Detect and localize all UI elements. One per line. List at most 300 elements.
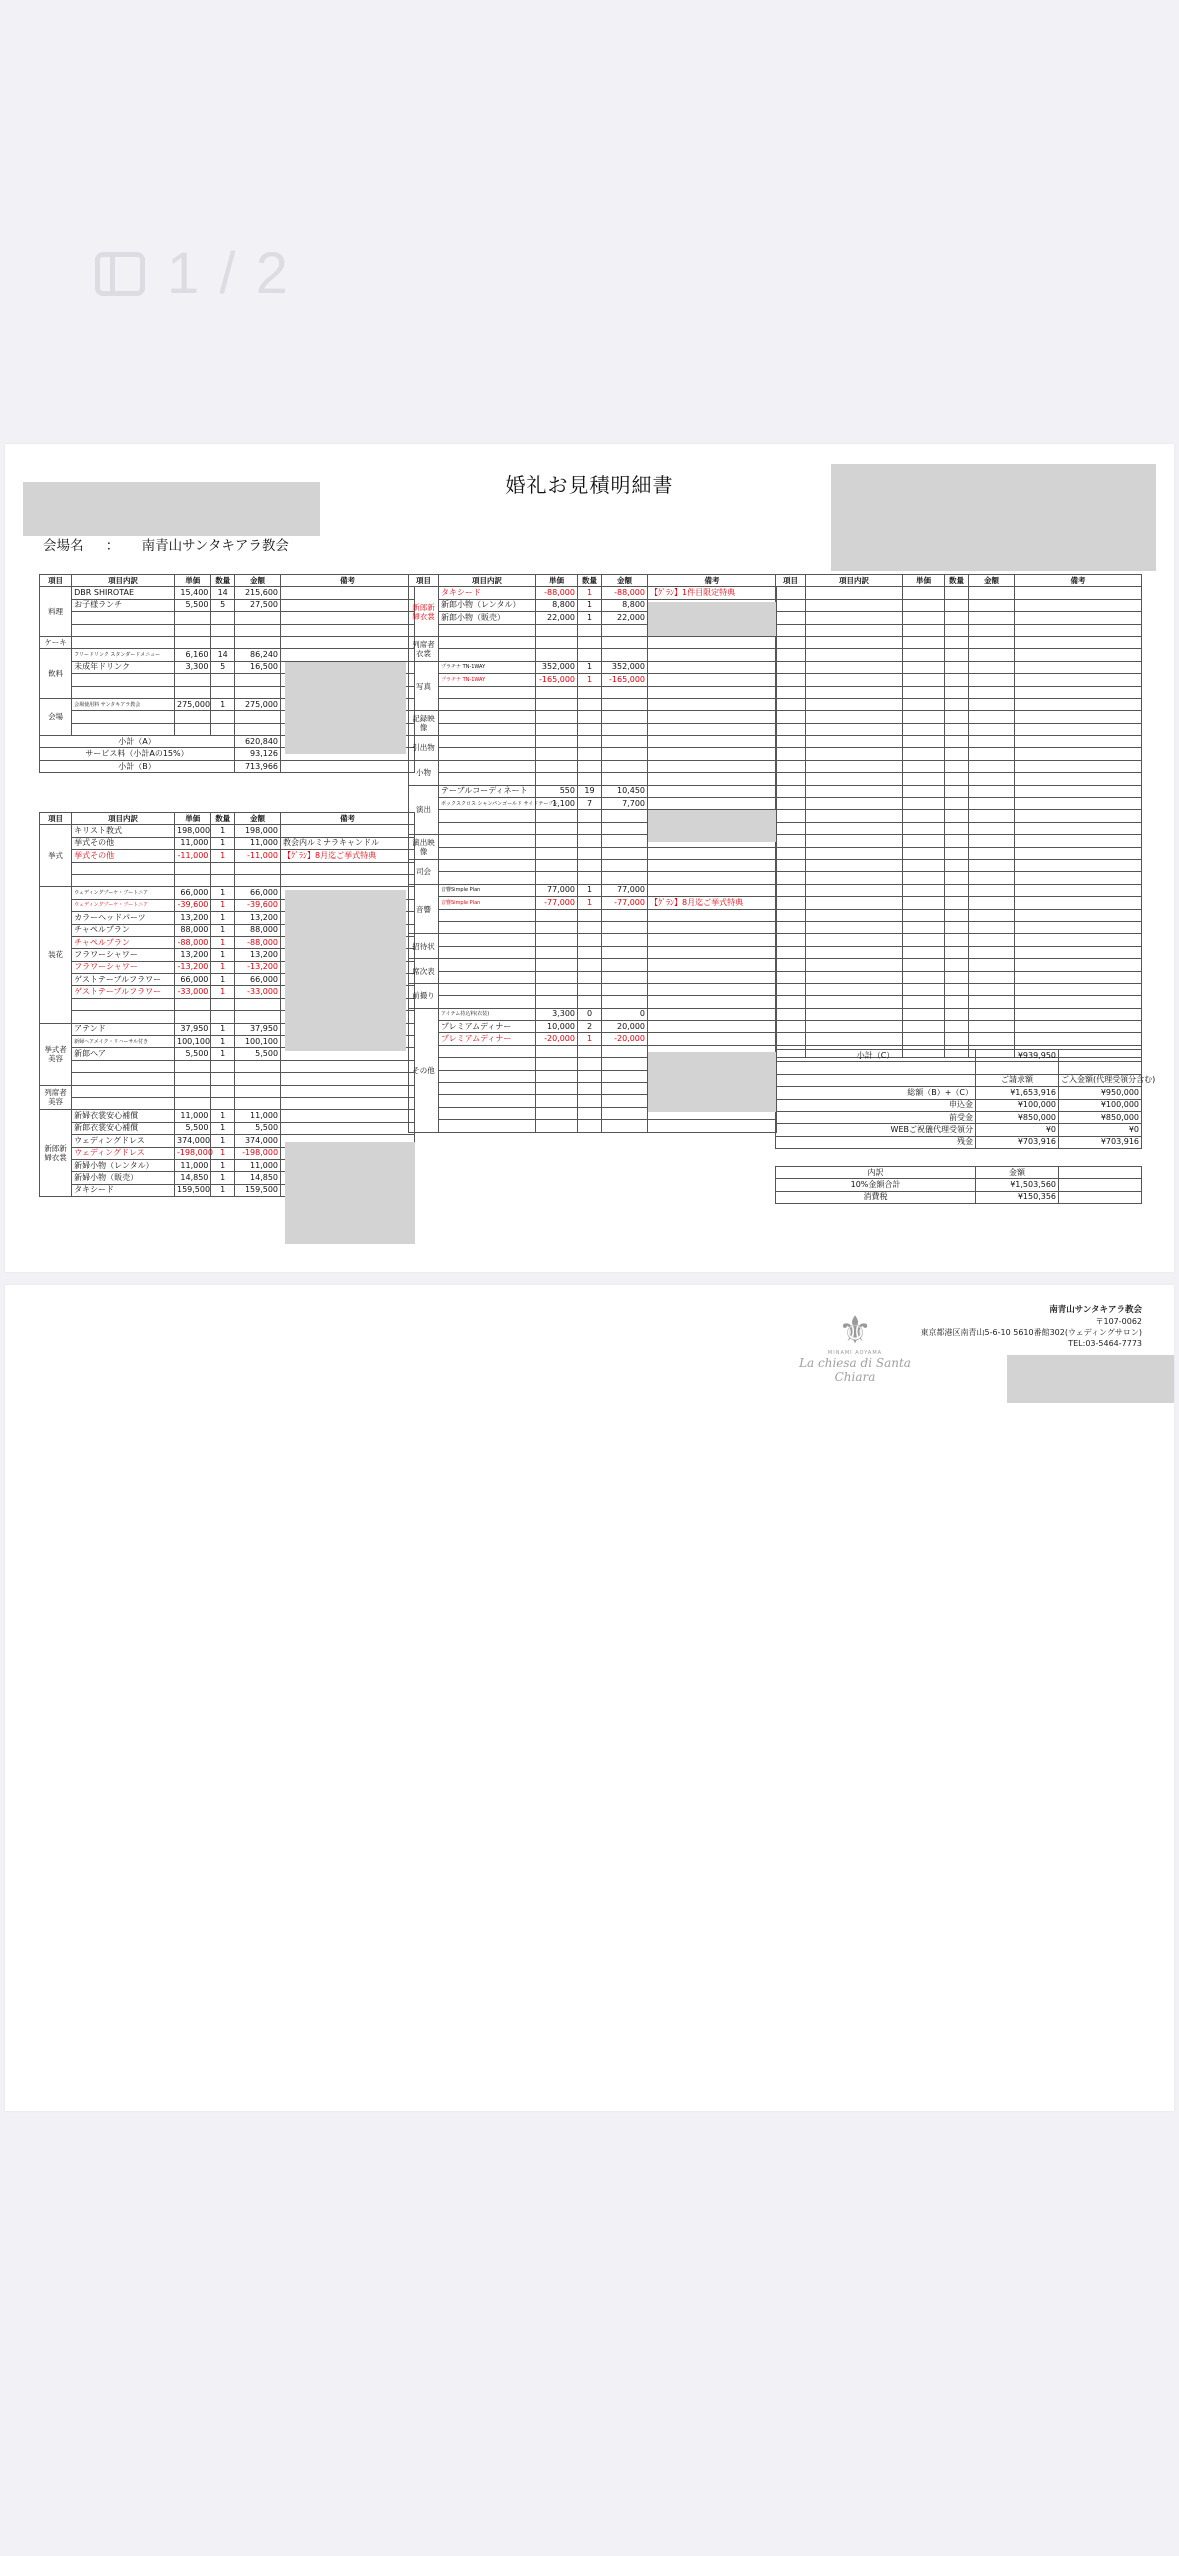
- detail-cell: [439, 636, 536, 648]
- empty-cell: [945, 835, 969, 847]
- table-row: [776, 661, 1142, 673]
- detail-cell: キリスト教式: [72, 825, 175, 837]
- category-cell: 挙式: [40, 825, 72, 887]
- amount-cell: 159,500: [234, 1184, 280, 1196]
- table-row: [409, 934, 777, 946]
- quantity-cell: [578, 773, 602, 785]
- empty-cell: [903, 959, 945, 971]
- table-row: [776, 1008, 1142, 1020]
- table-row: [409, 971, 777, 983]
- amount-cell: [234, 874, 280, 886]
- empty-cell: [969, 921, 1015, 933]
- quantity-cell: [578, 711, 602, 723]
- empty-cell: [903, 649, 945, 661]
- empty-cell: [776, 810, 806, 822]
- empty-cell: [969, 1021, 1015, 1033]
- amount-cell: 5,500: [234, 1122, 280, 1134]
- amount-cell: -13,200: [234, 961, 280, 973]
- subtotal-amount: 93,126: [234, 748, 280, 760]
- quantity-cell: [578, 748, 602, 760]
- amount-cell: [602, 859, 648, 871]
- amount-cell: 7,700: [602, 798, 648, 810]
- unit-price-cell: 198,000: [174, 825, 210, 837]
- quantity-cell: [578, 971, 602, 983]
- empty-cell: [776, 587, 806, 599]
- table-row: [776, 934, 1142, 946]
- quantity-cell: [578, 1107, 602, 1119]
- empty-cell: [1015, 612, 1142, 624]
- empty-cell: [969, 983, 1015, 995]
- quantity-cell: 14: [211, 649, 235, 661]
- amount-cell: [602, 736, 648, 748]
- table-row: [776, 996, 1142, 1008]
- category-cell: ケーキ: [40, 636, 72, 648]
- quantity-cell: [578, 1045, 602, 1057]
- amount-cell: 20,000: [602, 1021, 648, 1033]
- estimate-page-1: [5, 444, 1174, 1272]
- amount-cell: -39,600: [234, 899, 280, 911]
- empty-cell: [945, 599, 969, 611]
- note-cell: [281, 1073, 415, 1085]
- unit-price-cell: [536, 934, 578, 946]
- unit-price-cell: -198,000: [174, 1147, 210, 1159]
- quantity-cell: [578, 1083, 602, 1095]
- note-cell: [281, 874, 415, 886]
- quantity-cell: [578, 996, 602, 1008]
- detail-cell: [439, 1083, 536, 1095]
- detail-cell: [439, 872, 536, 884]
- empty-cell: [903, 983, 945, 995]
- empty-cell: [776, 1074, 976, 1086]
- empty-cell: [1059, 1167, 1142, 1179]
- quantity-cell: 1: [578, 587, 602, 599]
- detail-cell: [439, 748, 536, 760]
- subtotal-row: [40, 760, 415, 772]
- summary-label: WEBご祝儀代理受領分: [776, 1124, 976, 1136]
- quantity-cell: [578, 1058, 602, 1070]
- quantity-cell: [578, 760, 602, 772]
- unit-price-cell: [536, 711, 578, 723]
- redacted-area: [648, 602, 776, 636]
- quantity-cell: [578, 649, 602, 661]
- quantity-cell: [211, 686, 235, 698]
- amount-cell: [602, 959, 648, 971]
- quantity-cell: [211, 1011, 235, 1023]
- empty-cell: [903, 599, 945, 611]
- table-header-row: [40, 575, 415, 587]
- empty-cell: [1015, 698, 1142, 710]
- empty-cell: [776, 884, 806, 896]
- document-pages-icon: [95, 252, 145, 296]
- tax-amount: ¥150,356: [976, 1191, 1059, 1203]
- unit-price-cell: [536, 1120, 578, 1132]
- note-cell: [281, 1110, 415, 1122]
- empty-cell: [903, 1033, 945, 1045]
- table-row: [776, 674, 1142, 686]
- unit-price-cell: [536, 698, 578, 710]
- quantity-cell: 1: [211, 961, 235, 973]
- empty-cell: [806, 835, 903, 847]
- table-row: [409, 711, 777, 723]
- quantity-cell: 1: [211, 1110, 235, 1122]
- empty-cell: [945, 959, 969, 971]
- note-cell: [281, 649, 415, 661]
- unit-price-cell: 275,000: [174, 698, 210, 710]
- detail-cell: 新婦小物（販売）: [72, 1172, 175, 1184]
- amount-cell: [602, 1070, 648, 1082]
- unit-price-cell: [174, 612, 210, 624]
- quantity-cell: [578, 698, 602, 710]
- unit-price-cell: [536, 996, 578, 1008]
- detail-cell: アイテム持込料(衣装): [439, 1008, 536, 1020]
- empty-cell: [903, 847, 945, 859]
- quantity-cell: [578, 872, 602, 884]
- unit-price-cell: 550: [536, 785, 578, 797]
- quantity-cell: [211, 612, 235, 624]
- table-row: [776, 847, 1142, 859]
- table-row: [40, 636, 415, 648]
- empty-cell: [945, 996, 969, 1008]
- table-row: [776, 798, 1142, 810]
- empty-cell: [1015, 971, 1142, 983]
- quantity-cell: 14: [211, 587, 235, 599]
- summary-row: [776, 1111, 1142, 1123]
- empty-cell: [1015, 959, 1142, 971]
- empty-cell: [1059, 1191, 1142, 1203]
- unit-price-cell: [536, 835, 578, 847]
- amount-cell: [602, 1095, 648, 1107]
- detail-cell: [439, 909, 536, 921]
- detail-cell: チャペルプラン: [72, 924, 175, 936]
- category-cell: 引出物: [409, 736, 439, 761]
- quantity-cell: 1: [211, 936, 235, 948]
- amount-cell: -33,000: [234, 986, 280, 998]
- note-cell: [648, 983, 777, 995]
- detail-cell: [439, 649, 536, 661]
- quantity-cell: 1: [211, 986, 235, 998]
- detail-cell: 新郎小物（販売）: [439, 612, 536, 624]
- detail-cell: ウェディングドレス: [72, 1147, 175, 1159]
- empty-cell: [776, 859, 806, 871]
- table-row: [40, 1073, 415, 1085]
- unit-price-cell: 11,000: [174, 1159, 210, 1171]
- detail-cell: [72, 1073, 175, 1085]
- amount-cell: -88,000: [234, 936, 280, 948]
- detail-cell: カラーヘッドパーツ: [72, 912, 175, 924]
- table-row: [776, 785, 1142, 797]
- empty-cell: [776, 698, 806, 710]
- empty-cell: [945, 921, 969, 933]
- empty-cell: [903, 736, 945, 748]
- unit-price-cell: 5,500: [174, 599, 210, 611]
- empty-cell: [806, 723, 903, 735]
- unit-price-cell: 11,000: [174, 837, 210, 849]
- header-item: 項目: [776, 575, 806, 587]
- empty-cell: [969, 723, 1015, 735]
- unit-price-cell: -20,000: [536, 1033, 578, 1045]
- quantity-cell: 1: [578, 674, 602, 686]
- unit-price-cell: [536, 1045, 578, 1057]
- unit-price-cell: 3,300: [174, 661, 210, 673]
- quantity-cell: 0: [578, 1008, 602, 1020]
- tax-row: [776, 1191, 1142, 1203]
- unit-price-cell: [174, 862, 210, 874]
- header-note: 備考: [281, 813, 415, 825]
- empty-cell: [945, 736, 969, 748]
- amount-cell: [234, 1097, 280, 1109]
- empty-cell: [945, 859, 969, 871]
- unit-price-cell: 352,000: [536, 661, 578, 673]
- category-cell: 装花: [40, 887, 72, 1023]
- header-amount: 金額: [234, 575, 280, 587]
- quantity-cell: [211, 1073, 235, 1085]
- unit-price-cell: [174, 723, 210, 735]
- empty-cell: [1015, 897, 1142, 909]
- detail-cell: [72, 624, 175, 636]
- detail-cell: アテンド: [72, 1023, 175, 1035]
- empty-cell: [969, 661, 1015, 673]
- detail-cell: [439, 1120, 536, 1132]
- invoice-header: ご請求額: [976, 1074, 1059, 1086]
- detail-cell: [439, 773, 536, 785]
- logo-small-text: MINAMI AOYAMA: [827, 1350, 883, 1356]
- category-cell: 列席者衣裳: [409, 636, 439, 661]
- empty-cell: [969, 884, 1015, 896]
- unit-price-cell: 22,000: [536, 612, 578, 624]
- summary-table: [775, 1049, 1156, 1149]
- empty-cell: [903, 909, 945, 921]
- empty-cell: [903, 934, 945, 946]
- table-row: [776, 921, 1142, 933]
- empty-cell: [806, 599, 903, 611]
- category-cell: 写真: [409, 661, 439, 711]
- table-row: [409, 773, 777, 785]
- table-row: [776, 946, 1142, 958]
- empty-cell: [776, 959, 806, 971]
- logo-script-text: La chiesa di Santa Chiara: [799, 1356, 911, 1384]
- note-cell: [281, 587, 415, 599]
- empty-cell: [806, 971, 903, 983]
- amount-cell: [234, 1011, 280, 1023]
- empty-cell: [806, 612, 903, 624]
- detail-cell: [72, 1085, 175, 1097]
- empty-cell: [969, 599, 1015, 611]
- unit-price-cell: [536, 872, 578, 884]
- unit-price-cell: 11,000: [174, 1110, 210, 1122]
- table-row: [409, 847, 777, 859]
- deposit-amount: ¥703,916: [1059, 1136, 1142, 1148]
- unit-price-cell: [536, 822, 578, 834]
- subtotal-note: [281, 760, 415, 772]
- empty-cell: [1015, 686, 1142, 698]
- amount-cell: [602, 971, 648, 983]
- quantity-cell: 19: [578, 785, 602, 797]
- note-cell: [648, 723, 777, 735]
- detail-cell: [439, 698, 536, 710]
- unit-price-cell: [174, 1011, 210, 1023]
- amount-cell: [602, 760, 648, 772]
- detail-cell: [439, 723, 536, 735]
- empty-cell: [806, 983, 903, 995]
- amount-cell: 198,000: [234, 825, 280, 837]
- unit-price-cell: [536, 686, 578, 698]
- summary-row: [776, 1136, 1142, 1148]
- unit-price-cell: [536, 983, 578, 995]
- venue-separator: ：: [105, 538, 120, 554]
- subtotal-c-blank: [1059, 1050, 1142, 1062]
- table-row: [776, 698, 1142, 710]
- table-row: [776, 983, 1142, 995]
- table-row: [409, 946, 777, 958]
- empty-cell: [776, 822, 806, 834]
- quantity-cell: [211, 723, 235, 735]
- empty-cell: [1015, 1008, 1142, 1020]
- empty-cell: [1015, 810, 1142, 822]
- table-row: [776, 736, 1142, 748]
- table-row: [776, 884, 1142, 896]
- unit-price-cell: 37,950: [174, 1023, 210, 1035]
- unit-price-cell: [536, 760, 578, 772]
- summary-label: 申込金: [776, 1099, 976, 1111]
- quantity-cell: [211, 874, 235, 886]
- empty-cell: [1059, 1062, 1142, 1074]
- table-header-row: [40, 813, 415, 825]
- detail-cell: 新婦ヘアメイク・リハーサル付き: [72, 1036, 175, 1048]
- empty-cell: [776, 773, 806, 785]
- quantity-cell: 1: [211, 1159, 235, 1171]
- empty-cell: [806, 1008, 903, 1020]
- note-cell: [281, 624, 415, 636]
- detail-cell: テーブルコーディネート: [439, 785, 536, 797]
- unit-price-cell: [174, 1060, 210, 1072]
- amount-cell: [234, 612, 280, 624]
- empty-cell: [1015, 822, 1142, 834]
- table-row: [409, 859, 777, 871]
- unit-price-cell: 77,000: [536, 884, 578, 896]
- amount-cell: [234, 1073, 280, 1085]
- empty-cell: [969, 1033, 1015, 1045]
- empty-cell: [1015, 624, 1142, 636]
- detail-cell: [439, 1095, 536, 1107]
- empty-cell: [1015, 934, 1142, 946]
- note-cell: [648, 649, 777, 661]
- amount-cell: [234, 998, 280, 1010]
- empty-cell: [806, 760, 903, 772]
- empty-cell: [776, 711, 806, 723]
- empty-cell: [945, 661, 969, 673]
- quantity-cell: 1: [578, 599, 602, 611]
- empty-cell: [969, 649, 1015, 661]
- unit-price-cell: 5,500: [174, 1122, 210, 1134]
- detail-cell: タキシード: [72, 1184, 175, 1196]
- amount-cell: 37,950: [234, 1023, 280, 1035]
- empty-cell: [1015, 773, 1142, 785]
- subtotal-amount: 620,840: [234, 736, 280, 748]
- empty-cell: [776, 1033, 806, 1045]
- empty-cell: [903, 872, 945, 884]
- quantity-cell: [578, 946, 602, 958]
- header-item: 項目: [409, 575, 439, 587]
- amount-cell: -165,000: [602, 674, 648, 686]
- unit-price-cell: [536, 971, 578, 983]
- tax-label: 消費税: [776, 1191, 976, 1203]
- empty-cell: [945, 1008, 969, 1020]
- subtotal-c-label: 小計（C）: [776, 1050, 976, 1062]
- unit-price-cell: [536, 921, 578, 933]
- unit-price-cell: [536, 723, 578, 735]
- empty-cell: [806, 909, 903, 921]
- empty-cell: [945, 698, 969, 710]
- empty-cell: [945, 587, 969, 599]
- empty-cell: [1015, 983, 1142, 995]
- empty-cell: [776, 971, 806, 983]
- table-row: [776, 859, 1142, 871]
- amount-cell: 215,600: [234, 587, 280, 599]
- empty-cell: [903, 698, 945, 710]
- table-row: [409, 1120, 777, 1132]
- quantity-cell: 1: [211, 1172, 235, 1184]
- quantity-cell: 1: [211, 1184, 235, 1196]
- note-cell: [648, 971, 777, 983]
- quantity-cell: [211, 1060, 235, 1072]
- invoice-amount: ¥1,653,916: [976, 1087, 1059, 1099]
- empty-cell: [969, 934, 1015, 946]
- detail-cell: [439, 934, 536, 946]
- summary-label: 総額（B）+（C）: [776, 1087, 976, 1099]
- detail-cell: 音響Simple Plan: [439, 897, 536, 909]
- amount-cell: [234, 1085, 280, 1097]
- tax-header-label: 内訳: [776, 1167, 976, 1179]
- table-row: [409, 921, 777, 933]
- empty-cell: [806, 946, 903, 958]
- unit-price-cell: [536, 847, 578, 859]
- empty-cell: [806, 674, 903, 686]
- note-cell: [648, 773, 777, 785]
- quantity-cell: [578, 983, 602, 995]
- empty-cell: [776, 1021, 806, 1033]
- amount-cell: 11,000: [234, 1159, 280, 1171]
- detail-cell: [72, 686, 175, 698]
- empty-cell: [945, 686, 969, 698]
- empty-cell: [776, 760, 806, 772]
- table-row: [776, 810, 1142, 822]
- empty-cell: [806, 587, 903, 599]
- note-cell: [648, 674, 777, 686]
- amount-cell: [602, 847, 648, 859]
- detail-cell: 挙式その他: [72, 850, 175, 862]
- empty-cell: [969, 773, 1015, 785]
- detail-cell: [72, 874, 175, 886]
- unit-price-cell: -33,000: [174, 986, 210, 998]
- quantity-cell: 1: [578, 661, 602, 673]
- empty-cell: [903, 921, 945, 933]
- empty-cell: [776, 847, 806, 859]
- empty-cell: [969, 748, 1015, 760]
- table-row: [776, 686, 1142, 698]
- deposit-header: ご入金額(代理受領分含む): [1059, 1074, 1142, 1086]
- table-row: [776, 959, 1142, 971]
- empty-cell: [969, 810, 1015, 822]
- detail-cell: DBR SHIROTAE: [72, 587, 175, 599]
- quantity-cell: 5: [211, 599, 235, 611]
- empty-cell: [776, 872, 806, 884]
- empty-cell: [806, 897, 903, 909]
- table-row: [409, 785, 777, 797]
- amount-cell: 100,100: [234, 1036, 280, 1048]
- empty-cell: [1059, 1179, 1142, 1191]
- summary-row: [776, 1087, 1142, 1099]
- category-cell: 演出: [409, 785, 439, 835]
